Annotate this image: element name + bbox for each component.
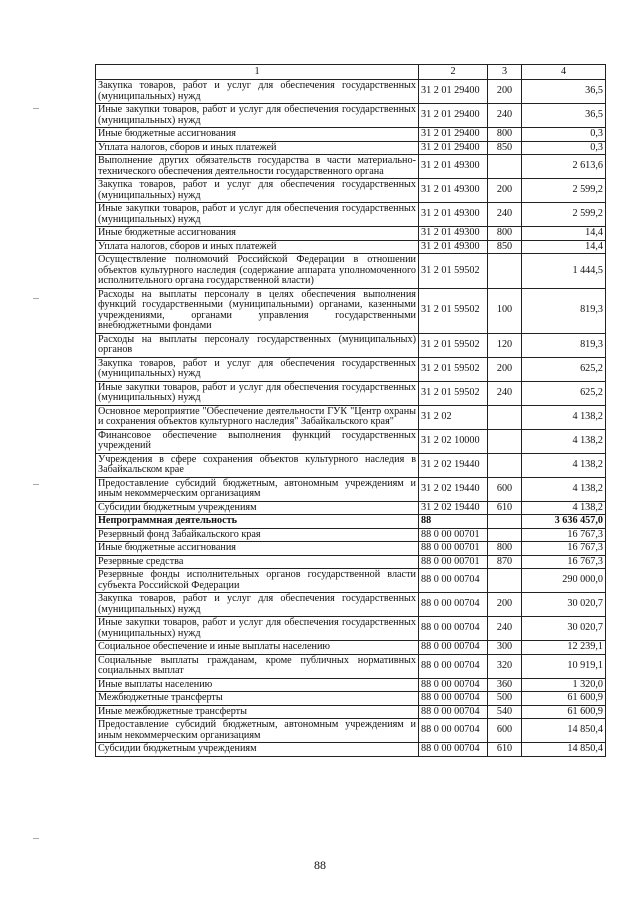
row-name-cell: Финансовое обеспечение выполнения функций государственных учреждений <box>96 429 419 453</box>
row-name-cell: Уплата налогов, сборов и иных платежей <box>96 141 419 155</box>
row-name-cell: Закупка товаров, работ и услуг для обеспечения государственных (муниципальных) нужд <box>96 357 419 381</box>
row-code-cell: 88 0 00 00704 <box>419 654 488 678</box>
row-code-cell: 31 2 01 59502 <box>419 333 488 357</box>
row-name-cell: Расходы на выплаты персоналу государственных (муниципальных) органов <box>96 333 419 357</box>
row-name-cell: Осуществление полномочий Российской Федерации в отношении объектов культурного наследия (содержание аппарата уполномоченного исполнительного органа государственной власти) <box>96 254 419 289</box>
table-row <box>96 141 606 155</box>
table-row <box>96 678 606 692</box>
row-expense-type-cell: 800 <box>488 542 522 556</box>
row-amount-cell: 16 767,3 <box>522 542 606 556</box>
row-amount-cell: 14 850,4 <box>522 719 606 743</box>
row-code-cell: 31 2 01 49300 <box>419 240 488 254</box>
row-expense-type-cell <box>488 453 522 477</box>
row-amount-cell: 4 138,2 <box>522 405 606 429</box>
row-name-cell: Иные бюджетные ассигнования <box>96 227 419 241</box>
table-header-row <box>96 65 606 80</box>
row-code-cell: 88 0 00 00704 <box>419 705 488 719</box>
table-row <box>96 128 606 142</box>
row-amount-cell: 3 636 457,0 <box>522 515 606 529</box>
row-code-cell: 31 2 01 29400 <box>419 141 488 155</box>
row-expense-type-cell <box>488 254 522 289</box>
row-name-cell: Социальное обеспечение и иные выплаты населению <box>96 641 419 655</box>
row-code-cell: 31 2 02 19440 <box>419 501 488 515</box>
margin-mark <box>33 484 39 485</box>
row-expense-type-cell: 200 <box>488 357 522 381</box>
row-expense-type-cell: 610 <box>488 501 522 515</box>
row-name-cell: Иные бюджетные ассигнования <box>96 542 419 556</box>
row-name-cell: Резервные средства <box>96 555 419 569</box>
row-name-cell: Предоставление субсидий бюджетным, автономным учреждениям и иным некоммерческим организациям <box>96 719 419 743</box>
row-expense-type-cell: 800 <box>488 128 522 142</box>
row-name-cell: Основное мероприятие "Обеспечение деятельности ГУК "Центр охраны и сохранения объектов культурного наследия" Забайкальского края" <box>96 405 419 429</box>
row-code-cell: 31 2 02 10000 <box>419 429 488 453</box>
table-row <box>96 357 606 381</box>
row-name-cell: Закупка товаров, работ и услуг для обеспечения государственных (муниципальных) нужд <box>96 593 419 617</box>
table-row <box>96 453 606 477</box>
table-row <box>96 569 606 593</box>
row-code-cell: 31 2 02 19440 <box>419 477 488 501</box>
column-header-amount: 4 <box>522 65 606 80</box>
table-row <box>96 179 606 203</box>
margin-mark <box>33 838 39 839</box>
row-expense-type-cell: 200 <box>488 593 522 617</box>
table-row <box>96 617 606 641</box>
row-code-cell: 31 2 01 49300 <box>419 203 488 227</box>
table-row <box>96 429 606 453</box>
margin-mark <box>33 108 39 109</box>
row-expense-type-cell: 320 <box>488 654 522 678</box>
table-row <box>96 528 606 542</box>
row-code-cell: 31 2 01 29400 <box>419 80 488 104</box>
row-expense-type-cell <box>488 528 522 542</box>
row-name-cell: Межбюджетные трансферты <box>96 692 419 706</box>
row-amount-cell: 14,4 <box>522 227 606 241</box>
table-row <box>96 515 606 529</box>
row-code-cell: 31 2 02 19440 <box>419 453 488 477</box>
table-body <box>96 80 606 757</box>
row-expense-type-cell: 610 <box>488 743 522 757</box>
table-row <box>96 692 606 706</box>
column-header-name: 1 <box>96 65 419 80</box>
row-expense-type-cell <box>488 405 522 429</box>
row-name-cell: Закупка товаров, работ и услуг для обеспечения государственных (муниципальных) нужд <box>96 80 419 104</box>
table-row <box>96 227 606 241</box>
row-name-cell: Субсидии бюджетным учреждениям <box>96 743 419 757</box>
table-row <box>96 555 606 569</box>
table-row <box>96 240 606 254</box>
row-amount-cell: 30 020,7 <box>522 593 606 617</box>
row-code-cell: 88 0 00 00701 <box>419 528 488 542</box>
row-amount-cell: 16 767,3 <box>522 555 606 569</box>
row-name-cell: Иные закупки товаров, работ и услуг для обеспечения государственных (муниципальных) нужд <box>96 381 419 405</box>
row-code-cell: 88 0 00 00704 <box>419 678 488 692</box>
row-expense-type-cell: 800 <box>488 227 522 241</box>
table-row <box>96 333 606 357</box>
row-expense-type-cell: 600 <box>488 719 522 743</box>
row-amount-cell: 2 599,2 <box>522 203 606 227</box>
table-row <box>96 654 606 678</box>
margin-mark <box>33 298 39 299</box>
table-row <box>96 104 606 128</box>
row-amount-cell: 61 600,9 <box>522 692 606 706</box>
table-row <box>96 288 606 333</box>
row-amount-cell: 4 138,2 <box>522 429 606 453</box>
row-code-cell: 88 0 00 00704 <box>419 719 488 743</box>
row-expense-type-cell: 200 <box>488 80 522 104</box>
row-code-cell: 88 0 00 00701 <box>419 555 488 569</box>
row-code-cell: 88 <box>419 515 488 529</box>
row-expense-type-cell: 200 <box>488 179 522 203</box>
row-amount-cell: 10 919,1 <box>522 654 606 678</box>
row-amount-cell: 0,3 <box>522 128 606 142</box>
row-code-cell: 88 0 00 00704 <box>419 743 488 757</box>
row-name-cell: Учреждения в сфере сохранения объектов культурного наследия в Забайкальском крае <box>96 453 419 477</box>
budget-table <box>95 64 606 757</box>
table-row <box>96 719 606 743</box>
row-name-cell: Иные закупки товаров, работ и услуг для обеспечения государственных (муниципальных) нужд <box>96 104 419 128</box>
table-row <box>96 477 606 501</box>
row-expense-type-cell: 870 <box>488 555 522 569</box>
row-amount-cell: 2 599,2 <box>522 179 606 203</box>
row-name-cell: Выполнение других обязательств государства в части материально-технического обеспечения деятельности государственного органа <box>96 155 419 179</box>
row-code-cell: 88 0 00 00704 <box>419 692 488 706</box>
row-name-cell: Непрограммная деятельность <box>96 515 419 529</box>
row-name-cell: Резервные фонды исполнительных органов государственной власти субъекта Российской Федерации <box>96 569 419 593</box>
row-code-cell: 88 0 00 00704 <box>419 641 488 655</box>
row-amount-cell: 0,3 <box>522 141 606 155</box>
table-row <box>96 501 606 515</box>
row-name-cell: Иные выплаты населению <box>96 678 419 692</box>
row-expense-type-cell: 850 <box>488 240 522 254</box>
row-amount-cell: 4 138,2 <box>522 477 606 501</box>
row-code-cell: 88 0 00 00704 <box>419 617 488 641</box>
row-amount-cell: 36,5 <box>522 80 606 104</box>
row-expense-type-cell: 240 <box>488 381 522 405</box>
row-expense-type-cell: 300 <box>488 641 522 655</box>
row-expense-type-cell: 240 <box>488 203 522 227</box>
row-amount-cell: 16 767,3 <box>522 528 606 542</box>
row-name-cell: Закупка товаров, работ и услуг для обеспечения государственных (муниципальных) нужд <box>96 179 419 203</box>
row-expense-type-cell <box>488 429 522 453</box>
row-expense-type-cell: 850 <box>488 141 522 155</box>
column-header-expense-type: 3 <box>488 65 522 80</box>
row-name-cell: Иные межбюджетные трансферты <box>96 705 419 719</box>
table-row <box>96 155 606 179</box>
table-row <box>96 705 606 719</box>
row-name-cell: Социальные выплаты гражданам, кроме публичных нормативных социальных выплат <box>96 654 419 678</box>
row-expense-type-cell: 100 <box>488 288 522 333</box>
row-expense-type-cell: 240 <box>488 617 522 641</box>
row-name-cell: Иные бюджетные ассигнования <box>96 128 419 142</box>
row-name-cell: Резервный фонд Забайкальского края <box>96 528 419 542</box>
row-code-cell: 31 2 01 29400 <box>419 104 488 128</box>
row-code-cell: 88 0 00 00701 <box>419 542 488 556</box>
row-expense-type-cell: 540 <box>488 705 522 719</box>
table-row <box>96 80 606 104</box>
row-amount-cell: 14,4 <box>522 240 606 254</box>
table-row <box>96 203 606 227</box>
row-expense-type-cell: 240 <box>488 104 522 128</box>
row-amount-cell: 819,3 <box>522 333 606 357</box>
row-expense-type-cell: 360 <box>488 678 522 692</box>
row-amount-cell: 12 239,1 <box>522 641 606 655</box>
row-expense-type-cell <box>488 515 522 529</box>
row-expense-type-cell: 500 <box>488 692 522 706</box>
row-name-cell: Предоставление субсидий бюджетным, автономным учреждениям и иным некоммерческим организациям <box>96 477 419 501</box>
row-expense-type-cell: 120 <box>488 333 522 357</box>
row-code-cell: 31 2 01 59502 <box>419 254 488 289</box>
table-row <box>96 641 606 655</box>
row-name-cell: Иные закупки товаров, работ и услуг для обеспечения государственных (муниципальных) нужд <box>96 203 419 227</box>
row-amount-cell: 61 600,9 <box>522 705 606 719</box>
row-code-cell: 31 2 01 29400 <box>419 128 488 142</box>
row-amount-cell: 30 020,7 <box>522 617 606 641</box>
row-amount-cell: 4 138,2 <box>522 501 606 515</box>
table-row <box>96 405 606 429</box>
row-code-cell: 31 2 01 49300 <box>419 179 488 203</box>
page-number: 88 <box>314 858 326 872</box>
row-name-cell: Уплата налогов, сборов и иных платежей <box>96 240 419 254</box>
table-row <box>96 542 606 556</box>
row-amount-cell: 1 444,5 <box>522 254 606 289</box>
table-row <box>96 593 606 617</box>
row-amount-cell: 290 000,0 <box>522 569 606 593</box>
row-code-cell: 31 2 02 <box>419 405 488 429</box>
row-code-cell: 31 2 01 59502 <box>419 381 488 405</box>
row-amount-cell: 2 613,6 <box>522 155 606 179</box>
row-code-cell: 31 2 01 49300 <box>419 155 488 179</box>
table-row <box>96 254 606 289</box>
row-name-cell: Субсидии бюджетным учреждениям <box>96 501 419 515</box>
row-code-cell: 88 0 00 00704 <box>419 569 488 593</box>
table-row <box>96 743 606 757</box>
row-amount-cell: 4 138,2 <box>522 453 606 477</box>
row-amount-cell: 1 320,0 <box>522 678 606 692</box>
row-code-cell: 31 2 01 59502 <box>419 357 488 381</box>
row-code-cell: 88 0 00 00704 <box>419 593 488 617</box>
row-expense-type-cell: 600 <box>488 477 522 501</box>
row-code-cell: 31 2 01 49300 <box>419 227 488 241</box>
row-code-cell: 31 2 01 59502 <box>419 288 488 333</box>
row-amount-cell: 625,2 <box>522 357 606 381</box>
row-expense-type-cell <box>488 155 522 179</box>
row-amount-cell: 36,5 <box>522 104 606 128</box>
row-name-cell: Расходы на выплаты персоналу в целях обеспечения выполнения функций государственными (муниципальными) органами, казенными учреждениями, органами управления государственными внебюджетными фондами <box>96 288 419 333</box>
column-header-code: 2 <box>419 65 488 80</box>
row-amount-cell: 14 850,4 <box>522 743 606 757</box>
table-row <box>96 381 606 405</box>
row-amount-cell: 625,2 <box>522 381 606 405</box>
row-name-cell: Иные закупки товаров, работ и услуг для обеспечения государственных (муниципальных) нужд <box>96 617 419 641</box>
row-expense-type-cell <box>488 569 522 593</box>
row-amount-cell: 819,3 <box>522 288 606 333</box>
